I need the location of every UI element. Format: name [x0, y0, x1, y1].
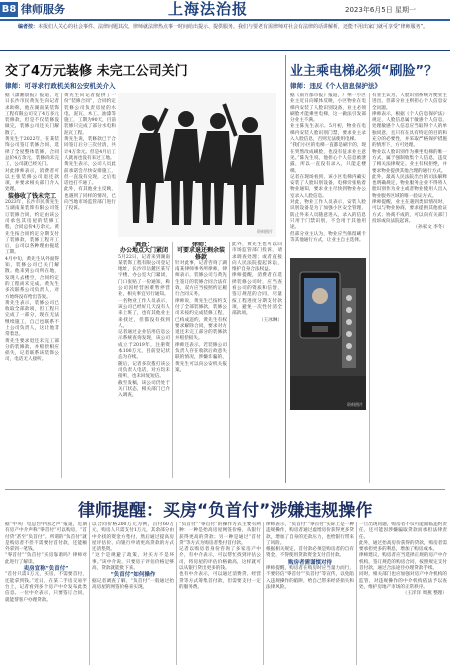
reporter-byline: （王洋洋 周燕 整理） — [402, 591, 447, 597]
newspaper-masthead: 上海法治报 — [168, 0, 249, 18]
reporter-byline: （王冰琳） — [259, 317, 282, 323]
column-divider — [263, 522, 264, 665]
section-heading: 卖房宣称“负首付” — [23, 566, 69, 573]
column-divider — [369, 93, 370, 483]
paragraph: 律师提醒，购房者在购房时应当量力而行，不要轻信“零首付”“负首付”等宣传，以免陷入违规操作的陷阱，给自己带来经济损失和法律风险。 — [266, 566, 354, 590]
section-heading: 办公地点大门紧闭 — [119, 247, 168, 255]
section-heading: 装修收了钱未完工 — [7, 192, 56, 200]
section-heading: 律师： — [191, 242, 210, 248]
paragraph: “负首付”“零首付”的操作方式主要有两种：一种是抬高房屋网签价格，从银行获得更高的贷款；另一种是通过“首付贷”等方式为购房者垫付首付款。 — [179, 522, 261, 546]
section-title: 律师服务 — [21, 3, 65, 16]
paragraph: 记者以购房者身份咨询了多家房产中介，有中介表示，可以帮忙找到评估公司，将房屋的评估价格做高，这样就可以从银行贷出更多的钱。 — [179, 547, 261, 572]
bottom-article-column-4 — [266, 522, 354, 665]
paragraph: 黄先生表示，装修公司已收取全部款项，但工程只完成了一部分，现在无法继续施工，自己也联系不上公司负责人，这让他非常着急。 — [5, 300, 59, 338]
paragraph: 此外，黄先生也可以向市场监管部门投诉，请求调查处理；或者直接向人民法院提起诉讼，维护自身合法权益。 — [232, 242, 282, 273]
left-article-column-5 — [232, 242, 282, 478]
editor-note-label: 编者按： — [18, 24, 39, 30]
section-heading: 调查： — [134, 242, 153, 248]
page-number-badge: B8 — [1, 4, 17, 15]
left-article-column-3 — [118, 242, 170, 478]
paragraph: “首付只需1万元，买房，不需要首付，还能拿到钱。”近日，在某二手房交易平台上，记者看到多个房产中介发布此类信息。一位中介表示，只要签订合同，就能帮客户办理贷款。 — [5, 572, 87, 603]
elevator-face-scanner-photo — [290, 258, 366, 410]
paragraph: 但部分业主认为，物业应当保留刷卡等其他通行方式，让业主自主选择。 — [290, 231, 366, 243]
left-article-subtitle: 律师：可寻求行政机关和公安机关介入 — [5, 82, 116, 90]
paragraph: 2023年，长沙市民黄先生与湖南某装饰有限公司签订装修合同，约定由该公司承包其房屋的装修工程，合同总价4万余元。黄先生按合同约定分期支付了装修款，装修工程开工后，公司以各种理由拖延工期。 — [5, 200, 59, 256]
paragraph: 以合同价格200万元为例，首付60万元，购房人只需支付1万元，其余部分由中介找的资金方垫付，然后通过提高房屋评估价、向银行申请更高贷款的方式还清垫资。 — [92, 522, 174, 553]
paragraph: 随后，记者多次拨打该公司负责人电话，对方均未接听，也未回复短信。 — [118, 361, 170, 380]
paragraph: 此外，最高人民法院出台的司法解释也明确规定，物业服务企业不得将人脸识别作为业主或者物业使用人出入物业服务区域的唯一验证方式。 — [372, 174, 447, 199]
paragraph: 截至发稿，该公司仍处于关门状态，相关部门已介入调查。 — [118, 380, 170, 399]
column-divider — [176, 522, 177, 665]
section-heading: “负首付”如何操作 — [110, 572, 156, 579]
paragraph: 此外，有其他业主反映，也遇到了同样的情况，已向当地市场监管部门进行了投诉。 — [64, 187, 116, 212]
section-rule — [5, 489, 445, 490]
paragraph: 黄先生说，装修款已于合同签订后分三次付清，共计4万余元。但是4月后工人就再也没有来过工地。 — [64, 137, 116, 161]
bottom-article-title: 律师提醒：买房“负首付”涉嫌违规操作 — [78, 501, 373, 521]
paragraph: 据《潇湘晨报》报道，近日长沙市民黄先生向记者求助称，他在湖南某装饰工程有限公司交了4万多元装修款，但是不仅装修没做完，装修公司还关门解散了。 — [5, 93, 59, 136]
photo-credit: 资料图片 — [257, 229, 273, 234]
paragraph: 黄先生要求退还未完工部分的装修款，并赔偿相应损失，记者联系该装饰公司，电话无人接听。 — [5, 338, 59, 363]
issue-date: 2023年6月5日 星期一 — [345, 6, 416, 14]
column-divider — [229, 242, 230, 478]
bottom-article-column-2 — [92, 522, 174, 665]
column-divider — [172, 242, 173, 478]
paragraph: 5月22日，记者来到湖南某装饰工程有限公司登记地址，长沙市岳麓区某写字楼，办公室大门紧闭，门口张贴了一份通知，称公司因经营困难暂停营业，相关事宜另行通知。 — [118, 254, 170, 298]
paragraph: 对此律师表示，消费者可以主张装修公司退还款项，并要求相关部门介入处理。 — [5, 168, 59, 193]
right-article-column-2 — [372, 93, 447, 483]
elevator-panel-illustration — [290, 258, 366, 410]
column-divider — [89, 522, 90, 665]
paragraph: 有业主认为，人脸识别系统方便业主进出，但部分业主则担心个人信息安全问题。 — [372, 93, 447, 111]
editor-note — [18, 23, 448, 48]
left-article-column-4 — [175, 242, 227, 478]
paragraph: 律师表示，根据《个人信息保护法》规定，人脸信息属于敏感个人信息，处理敏感个人信息应当取得个人的单独同意，且只有在具有特定的目的和充分的必要性，并采取严格保护措施的情形下，方可处理。 — [372, 111, 447, 149]
paragraph: 针对此事，记者咨询了湖南某律师事务所律师。律师表示，装修公司与黄先生签订的装修合同合法有效，双方应当按照约定履行合同义务。 — [175, 260, 227, 298]
paragraph: “我们小区的电梯一直都是刷卡的，现在突然改成刷脸，也没有征求业主意见。”陈先生说，他担心个人信息被泄露，所以一直没有录入，只能走楼梯。 — [290, 143, 366, 174]
paragraph: 律师说，黄先生已按约支付了全部装修款，装修公司未按约完成装修工程，已构成违约，黄先生有权要求解除合同，要求对方退还未完工部分的装修款并赔偿损失。 — [175, 298, 227, 342]
paragraph: 对此，物业工作人员表示，安装人脸识别设备是为了加强小区安全管理，防止外来人员随意进入，录入的信息只用于门禁识别，不会用于其他用途。 — [290, 200, 366, 231]
column-divider — [356, 522, 357, 665]
paragraph: 业主陈先生表示，5月初，物业在电梯内安装人脸识别门禁，要求业主录入人脸信息，否则无法使用电梯。 — [290, 124, 366, 143]
paragraph: 黄先生于2022年，在某装饰公司签订装修合同，选择了全屋整体装修，合同总价4万余元，装修尚未完工，公司就已经关门。 — [5, 137, 59, 168]
paragraph: 黄先生向记者提供了一份“装修合同”，合同约定装修公司负责房屋的水电、泥瓦、木工、油漆等施工，工期为90天，目前装修只完成了部分水电和泥瓦工程。 — [64, 93, 116, 136]
paragraph: 同时，相关部门也应加强对房产中介机构的监管，对违规操作的中介机构依法予以查处，维护房地产市场的正常秩序。 — [359, 572, 447, 590]
column-divider — [61, 93, 62, 478]
paragraph: 此外，通过抬高房价获得的贷款，购房者需要承担更多的利息，增加了购房成本。 — [359, 540, 447, 553]
article-divider — [285, 55, 286, 483]
reporter-byline: （孙家文 李冬） — [413, 225, 447, 231]
section-heading: 可要求退还剩余装修款 — [176, 247, 225, 261]
banner-rule — [0, 50, 450, 51]
paragraph: 据“中央广电总台中国之声”报道，近期有房产中介声称“零首付”可以购房，“首付贷”甚至“负首付”。所谓的“负首付”就是购房者不但不需要付首付款，还能额外拿到一笔钱。 — [5, 522, 87, 553]
left-article-title: 交了4万元装修 未完工公司关门 — [5, 64, 188, 79]
left-article-column-2 — [64, 93, 116, 478]
paragraph: 记者通过企业信用信息公示系统查询发现，该公司成立于2019年，注册资本100万元，目前登记状态为存续。 — [118, 330, 170, 361]
paragraph: 也有中介表示，可以通过消费贷、经营贷等方式筹集首付款，但需要支付一定的服务费。 — [179, 572, 261, 590]
right-article-column-1 — [290, 93, 366, 253]
paragraph: 律师提醒，业主在遇到类似情况时，可以与物业协商，要求提供其他验证方式；协商不成的，可以向有关部门投诉或向法院起诉。 — [372, 200, 447, 224]
editor-note-text: 本报们人关心的社会事件、法律问题其次，律师就法律热点事一时间给出提示、提供服务。我们与要老有需律师对社会有法律的话讲解析，还能不用出家门就可享受“律师服务”。 — [38, 24, 429, 30]
left-article-column-1 — [5, 93, 59, 478]
paragraph: “零首付”“负首付”买房靠谱吗？律师对此进行了解读。 — [5, 553, 87, 565]
header-rule — [0, 19, 450, 21]
paragraph: 记者在现场看到，该小区电梯内确实安装了人脸识别设备，电梯旁张贴着物业通知，要求业主尽快到物业办公室录入人脸信息。 — [290, 174, 366, 199]
photo-credit: 资料图片 — [347, 402, 363, 407]
paragraph: 黄先生表示，公司人员此前承诺会尽快安排施工，但一直没有兑现，之后电话也打不通了。 — [64, 162, 116, 187]
paragraph: 律师还表示，若装修公司负责人存在收款后故意失联的情况，涉嫌诈骗的，黄先生可以向公安机关报案。 — [175, 342, 227, 373]
paragraph: 律师建议，购房者应当选择正规的房产中介机构，签订规范的购房合同，按照规定支付首付款，通过合法途径办理贷款手续。 — [359, 553, 447, 572]
paragraph: 一旦出现问题，购房者不仅可能面临违约责任，还可能因涉嫌骗取贷款而承担法律责任。 — [359, 522, 447, 540]
workers-silhouette-photo — [118, 93, 276, 237]
paragraph: 律师提醒，消费者在选择装修公司时，应当查看公司的资质和信誉，签订规范的合同，尽量按工程进度分期支付款项，避免一次性付清全部款项。 — [232, 273, 282, 317]
paragraph: “这个是规避了政策，对买方不是坏事。”该中介说，只要房子评估价格足够高，贷款就能批下来。 — [92, 553, 174, 572]
right-article-title: 业主乘电梯必须“刷脸”？ — [290, 64, 438, 79]
paragraph: 根据相关规定，首付款必须是购房者的自有资金，不得使用贷款资金支付首付款。 — [266, 547, 354, 559]
paragraph: 物业以人脸识别作为乘坐电梯的唯一方式，属于强制收集个人信息，违反了相关法律规定。业主有权拒绝，并要求物业提供其他合理的通行方式。 — [372, 149, 447, 174]
right-article-subtitle: 律师：违反《个人信息保护法》 — [290, 82, 381, 90]
paragraph: 4月中旬，黄先生从外面得知，装修公司已关门解散。他来到公司所在地，发现人去楼空，合同约定的工程尚未完成。黄先生多次联系公司负责人，对方始终没有给出答复。 — [5, 256, 59, 300]
bottom-article-column-1 — [5, 522, 87, 665]
bottom-article-column-5 — [359, 522, 447, 665]
workers-silhouette-illustration — [118, 93, 276, 237]
paragraph: 据记者调查了解，“负首付”一般通过抬高房屋的网签价格来实现。 — [92, 578, 174, 590]
section-heading: 购房者需谨慎对待 — [287, 559, 332, 566]
paragraph: 据《南方都市报》报道，广州一小区业主近日向媒体反映，小区物业在电梯内安装了人脸识别设备，业主必须刷脸才能乘坐电梯，这一做法引发部分业主不满。 — [290, 93, 366, 124]
paragraph: 律师表示，“负首付”“零首付”实际上是一种违规操作，购房者通过虚增房价获得更多贷款，增加了自身的还款压力，也给银行带来了风险。 — [266, 522, 354, 546]
paragraph: 一名物业工作人员表示，该公司已经好几天没有人来上班了，也有其他业主来找过，但都没有找到人。 — [118, 298, 170, 329]
bottom-article-column-3 — [179, 522, 261, 665]
